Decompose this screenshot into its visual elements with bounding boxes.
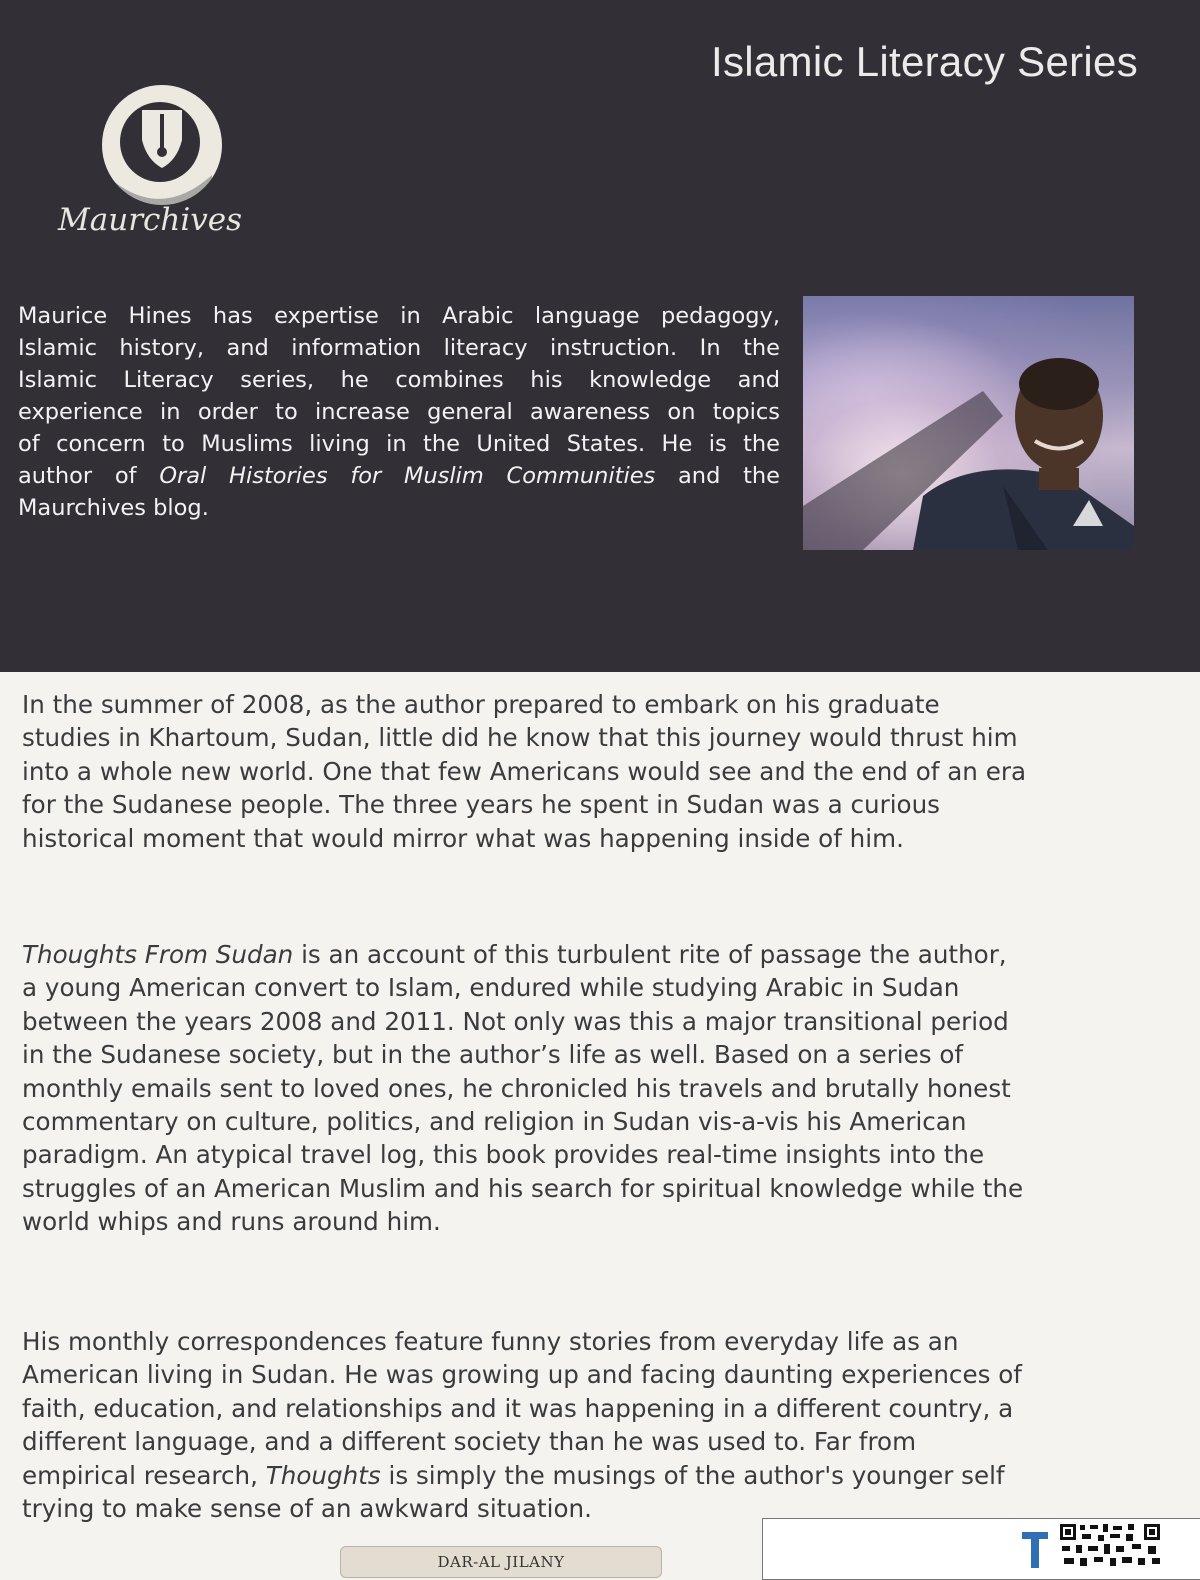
description-paragraph (22, 688, 1162, 855)
text-line: In the summer of 2008, as the author prepared to embark on his graduate (22, 690, 940, 719)
text-line: historical moment that would mirror what was happening inside of him. (22, 823, 904, 853)
t-logo-icon (1020, 1530, 1050, 1568)
text-line: empirical research, Thoughts is simply the musings of the author's younger self (22, 1460, 1005, 1490)
bio-line: Islamic history, and information literacy instruction. In the (18, 335, 780, 361)
text-line: a young American convert to Islam, endured while studying Arabic in Sudan (22, 973, 960, 1003)
text-line: between the years 2008 and 2011. Not only was this a major transitional period (22, 1006, 1009, 1036)
pen-nib-logo-icon (82, 80, 242, 210)
bio-line: Islamic Literacy series, he combines his knowledge and (18, 367, 780, 393)
text-line: struggles of an American Muslim and his search for spiritual knowledge while the (22, 1173, 1024, 1203)
book-title: Oral Histories for Muslim Communities (159, 463, 656, 489)
text-line: commentary on culture, politics, and religion in Sudan vis-a-vis his American (22, 1107, 967, 1137)
book-title: Thoughts From Sudan (22, 940, 294, 969)
text-line: monthly emails sent to loved ones, he chronicled his travels and brutally honest (22, 1073, 1011, 1103)
store-sticker: DAR-AL JILANY (340, 1546, 662, 1578)
description-paragraph (22, 1325, 1162, 1525)
series-title: Islamic Literacy Series (710, 38, 1138, 85)
text-line: His monthly correspondences feature funny stories from everyday life as an (22, 1327, 959, 1356)
text-line: different language, and a different society than he was used to. Far from (22, 1427, 917, 1457)
logo-wordmark: Maurchives (58, 202, 243, 238)
bio-line: experience in order to increase general awareness on topics (18, 399, 780, 425)
author-photo (803, 296, 1134, 550)
text-line: for the Sudanese people. The three years he spent in Sudan was a curious (22, 790, 940, 820)
text-line: in the Sudanese society, but in the author’s life as well. Based on a series of (22, 1040, 964, 1070)
text-line: faith, education, and relationships and it was happening in a different country, a (22, 1393, 1014, 1423)
qr-code-icon (1058, 1522, 1162, 1568)
bio-line: of concern to Muslims living in the United States. He is the (18, 431, 780, 457)
text-line: American living in Sudan. He was growing up and facing daunting experiences of (22, 1360, 1022, 1390)
text-line: paradigm. An atypical travel log, this book provides real-time insights into the (22, 1140, 985, 1170)
bio-line: author of Oral Histories for Muslim Communities and the (18, 463, 781, 489)
text-line: world whips and runs around him. (22, 1207, 441, 1237)
text-line: studies in Khartoum, Sudan, little did he know that this journey would thrust him (22, 723, 1018, 753)
text-line: trying to make sense of an awkward situation. (22, 1494, 592, 1524)
book-title: Thoughts (265, 1460, 381, 1490)
bio-line: Maurchives blog. (18, 495, 209, 521)
text-line: Thoughts From Sudan is an account of this turbulent rite of passage the author, (22, 940, 1007, 969)
description-paragraph (22, 938, 1162, 1239)
bio-line: Maurice Hines has expertise in Arabic language pedagogy, (18, 303, 780, 329)
author-bio (18, 300, 780, 524)
text-line: into a whole new world. One that few Americans would see and the end of an era (22, 756, 1027, 786)
